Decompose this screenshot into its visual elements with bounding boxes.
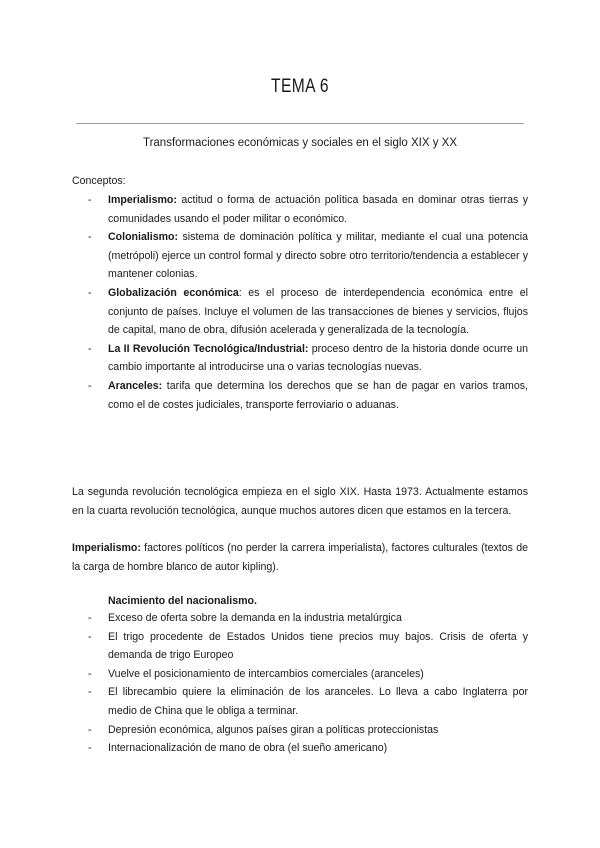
- list-item: - Internacionalización de mano de obra (el sueño americano): [88, 739, 528, 758]
- paragraph-term: Imperialismo:: [72, 542, 141, 554]
- concept-definition: : es el proceso de interdependencia económica entre el conjunto de países. Incluye el volumen de las transacciones de bienes y servicios, flujos de capital, mano de obra, difusión acelerada y generalizada de la tecnología.: [108, 286, 528, 337]
- title-divider: [76, 123, 524, 124]
- list-item: [88, 191, 528, 228]
- list-item: [88, 377, 528, 414]
- concept-term: Colonialismo:: [108, 231, 179, 244]
- concept-term: Imperialismo:: [108, 194, 177, 206]
- concept-definition: actitud o forma de actuación política basada en dominar otras tierras y comunidades usando el poder militar o económico.: [108, 194, 528, 225]
- nationalism-heading: Nacimiento del nacionalismo.: [108, 595, 257, 607]
- concept-definition: proceso dentro de la historia donde ocurre un cambio importante al introducirse una o varias tecnologías nuevas.: [108, 342, 528, 374]
- list-item: - El librecambio quiere la eliminación de los aranceles. Lo lleva a cabo Inglaterra por medio de China que le obliga a terminar.: [88, 683, 528, 720]
- concept-term: La II Revolución Tecnológica/Industrial:: [108, 342, 309, 355]
- list-item: - Exceso de oferta sobre la demanda en la industria metalúrgica: [88, 609, 528, 628]
- concept-term: Aranceles:: [108, 379, 163, 392]
- concept-term: Globalización económica: [108, 286, 239, 299]
- paragraph-revolution: La segunda revolución tecnológica empieza en el siglo XIX. Hasta 1973. Actualmente estamos en la cuarta revolución tecnológica, aunque muchos autores dicen que estamos en la tercera.: [72, 486, 528, 517]
- subtitle: Transformaciones económicas y sociales en el siglo XIX y XX: [142, 137, 458, 149]
- list-item: - El trigo procedente de Estados Unidos tiene precios muy bajos. Crisis de oferta y demanda de trigo Europeo: [88, 628, 528, 665]
- list-item: [88, 228, 528, 284]
- nationalism-list: [88, 609, 528, 758]
- list-item: [88, 340, 528, 377]
- page-title: TEMA 6: [271, 76, 329, 97]
- concepts-list: [88, 191, 528, 414]
- paragraph-imperialism: [72, 539, 528, 576]
- concepts-label: Conceptos:: [72, 175, 126, 187]
- concept-definition: tarifa que determina los derechos que se han de pagar en varios tramos, como el de costes judiciales, transporte ferroviario o aduanas.: [108, 379, 528, 411]
- list-item: - Depresión económica, algunos países giran a políticas proteccionistas: [88, 721, 528, 740]
- concept-definition: sistema de dominación política y militar, mediante el cual una potencia (metrópoli) ejerce un control formal y directo sobre otro territorio/tendencia a establecer y mantener colonias.: [108, 231, 528, 281]
- list-item: - Vuelve el posicionamiento de intercambios comerciales (aranceles): [88, 665, 528, 684]
- paragraph-text: factores políticos (no perder la carrera imperialista), factores culturales (textos de la carga de hombre blanco de autor kipling).: [72, 542, 528, 573]
- list-item: [88, 284, 528, 340]
